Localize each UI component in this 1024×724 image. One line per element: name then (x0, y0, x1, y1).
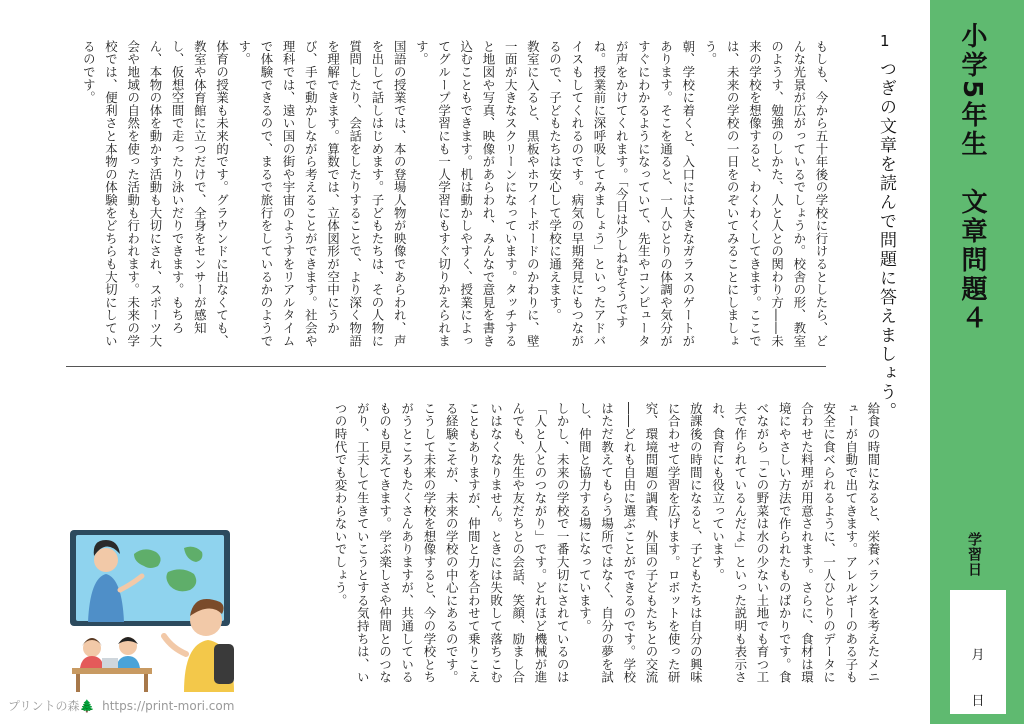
paragraph: 給食の時間になると、栄養バランスを考えたメニューが自動で出てきます。アレルギーのある子も安全に食べられるように、一人ひとりのデータに合わせた料理が用意されます。さらに、食材は環境にやさしい方法で作られたものばかりです。食べながら「この野菜は水の少ない土地でも育つ工夫で作られているんだよ」といった説明も表示され、食育にも役立っています。 (710, 402, 881, 684)
boy-pointing-arm (164, 636, 186, 654)
desk-leg (144, 674, 148, 692)
passage-top (77, 40, 832, 350)
teacher-face (94, 548, 118, 572)
paragraph: 体育の授業も未来的です。グラウンドに出なくても、教室や体育館に立つだけで、全身をセンサーが感知し、仮想空間で走ったり泳いだりできます。もちろん、本物の体を動かす活動も大切にされ、スポーツ大会や地域の自然を使った活動も行われます。未来の学校では、便利さと本物の体験をどちらも大切にしているのです。 (81, 40, 230, 348)
classroom-illustration (64, 526, 240, 694)
study-date-box[interactable] (950, 590, 1006, 714)
month-label: 月 (971, 648, 985, 663)
backpack (214, 644, 234, 684)
paragraph: 国語の授業では、本の登場人物が映像であらわれ、声を出して話しはじめます。子どもたちは、その人物に質問したり、会話をしたりすることで、より深く物語を理解できます。算数では、立体図形が空中にうかび、手で動かしながら考えることができます。社会や理科では、遠い国の街や宇宙のようすをリアルタイムで体験できるので、まるで旅行をしているかのようです。 (236, 40, 408, 348)
brand-name: プリントの森 (8, 699, 80, 713)
tablet (102, 658, 118, 668)
paragraph: こうして未来の学校を想像すると、今の学校とちがうところもたくさんありますが、共通しているものも見えてきます。学ぶ楽しさや仲間とのつながり、工夫して生きていこうとする気持ちは、いつの時代でも変わらないでしょう。 (333, 402, 437, 684)
site-url[interactable]: https://print-mori.com (102, 699, 235, 713)
study-date-label: 学習日 (966, 532, 982, 577)
passage-bottom (329, 402, 884, 686)
question-number: 1 (880, 32, 890, 50)
section-divider (66, 366, 826, 367)
worksheet-title: 小学5年生 文章問題４ (957, 22, 987, 334)
paragraph: しかし、未来の学校で一番大切にされているのは「人と人とのつながり」です。どれほど機械が進んでも、先生や友だちとの会話、笑顔、励まし合いはなくなりません。ときには失敗して落ちこむこともありますが、仲間と力を合わせて乗りこえる経験こそが、未来の学校の中心にあるのです。 (444, 402, 571, 684)
paragraph: もしも、今から五十年後の学校に行けるとしたら、どんな光景が広がっているでしょうか。校舎の形、教室のようす、勉強のしかた、人と人との関わり方――未来の学校を想像すると、わくわくしてきます。ここでは、未来の学校の一日をのぞいてみることにしましょう。 (702, 40, 829, 348)
question-instruction: つぎの文章を読んで問題に答えましょう。 (876, 60, 896, 421)
desk (72, 668, 152, 674)
paragraph: 放課後の時間になると、子どもたちは自分の興味に合わせて学習を広げます。ロボットを使った研究、環境問題の調査、外国の子どもたちとの交流――どれも自由に選ぶことができるのです。学校はただ教えてもらう場所ではなく、自分の夢を試し、仲間と協力する場になっています。 (577, 402, 704, 684)
student-body (116, 656, 140, 668)
tree-icon: 🌲 (79, 699, 95, 713)
footer (8, 697, 234, 714)
student-body (80, 656, 104, 668)
paragraph: 朝、学校に着くと、入口には大きなガラスのゲートがあります。そこを通ると、一人ひとりの体調や気分がすぐにわかるようになっていて、先生やコンピュータが声をかけてくれます。「今日は少しねむそうですね。授業前に深呼吸してみましょう」といったアドバイスもしてくれるのです。病気の早期発見にもつながるので、子どもたちは安心して学校に通えます。 (547, 40, 696, 348)
desk-leg (76, 674, 80, 692)
paragraph: 教室に入ると、黒板やホワイトボードのかわりに、壁一面が大きなスクリーンになっています。タッチすると地図や写真、映像があらわれ、みんなで意見を書き込むこともできます。机は動かしやすく、授業によってグループ学習にも一人学習にもすぐ切りかえられます。 (414, 40, 541, 348)
day-label: 日 (971, 694, 985, 709)
